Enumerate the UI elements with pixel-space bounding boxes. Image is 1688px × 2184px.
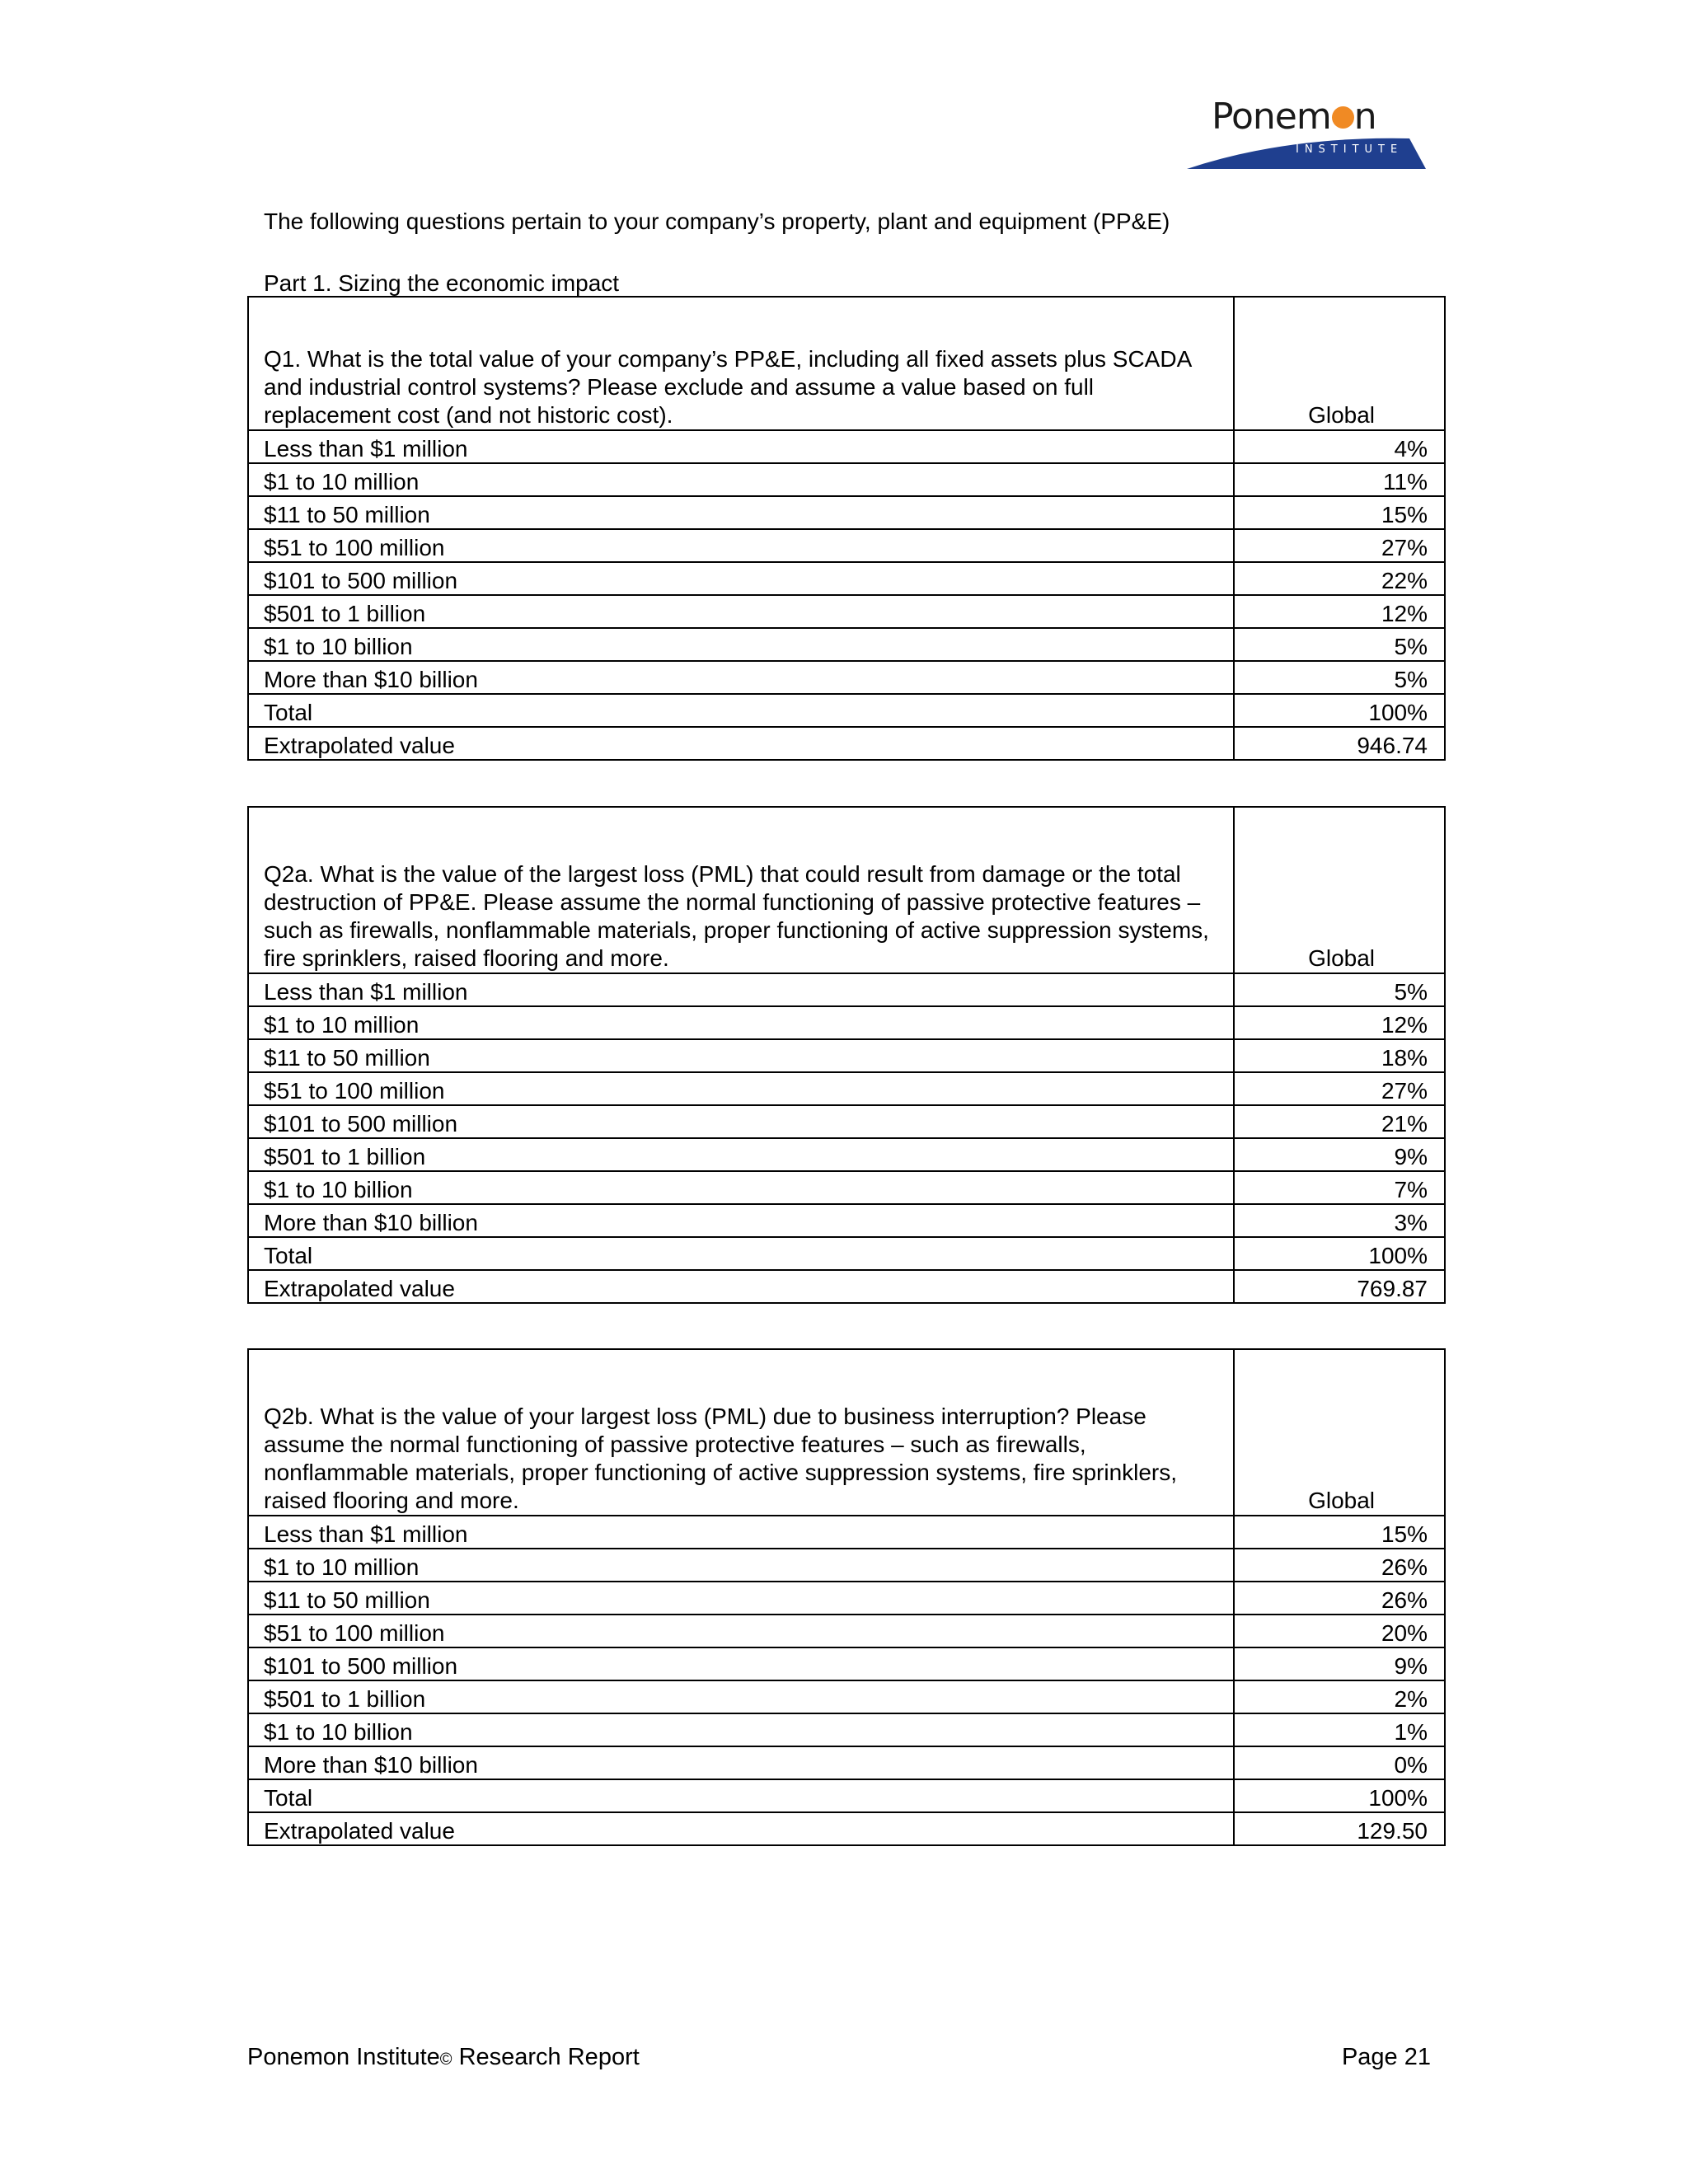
row-label: $1 to 10 million — [248, 463, 1234, 496]
table-row — [248, 1615, 1445, 1647]
row-value: 9% — [1234, 1138, 1445, 1171]
column-header: Global — [1234, 807, 1445, 973]
row-label: $11 to 50 million — [248, 1582, 1234, 1615]
row-value: 21% — [1234, 1105, 1445, 1138]
row-value: 22% — [1234, 562, 1445, 595]
page-number: Page 21 — [1341, 2044, 1431, 2070]
row-value: 100% — [1234, 1237, 1445, 1270]
logo-name-start: Ponem — [1212, 96, 1331, 138]
question-text: Q1. What is the total value of your company’s PP&E, including all fixed assets plus SCADA and industrial control systems? Please exclude and assume a value based on full replacement cost (and not historic cost). — [248, 297, 1234, 430]
row-value: 18% — [1234, 1039, 1445, 1072]
row-value: 769.87 — [1234, 1270, 1445, 1303]
row-label: Total — [248, 1779, 1234, 1812]
row-value: 26% — [1234, 1582, 1445, 1615]
row-label: $501 to 1 billion — [248, 1138, 1234, 1171]
row-label: $51 to 100 million — [248, 529, 1234, 562]
row-value: 11% — [1234, 463, 1445, 496]
table-row — [248, 661, 1445, 694]
table-row-extrapolated — [248, 1270, 1445, 1303]
row-value: 5% — [1234, 661, 1445, 694]
row-value: 3% — [1234, 1204, 1445, 1237]
table-row — [248, 1105, 1445, 1138]
footer-report-name — [247, 2044, 640, 2071]
row-label: More than $10 billion — [248, 1204, 1234, 1237]
table-row — [248, 1516, 1445, 1549]
row-value: 7% — [1234, 1171, 1445, 1204]
row-label: Total — [248, 1237, 1234, 1270]
row-label: $101 to 500 million — [248, 562, 1234, 595]
row-label: $1 to 10 million — [248, 1549, 1234, 1582]
ponemon-logo — [1187, 91, 1434, 173]
row-value: 2% — [1234, 1680, 1445, 1713]
footer-report: Research Report — [452, 2044, 640, 2070]
row-value: 15% — [1234, 496, 1445, 529]
table-header-row — [248, 297, 1445, 430]
column-header: Global — [1234, 297, 1445, 430]
table-header-row — [248, 1349, 1445, 1516]
row-value: 100% — [1234, 694, 1445, 727]
table-row — [248, 463, 1445, 496]
row-label: $1 to 10 billion — [248, 628, 1234, 661]
table-row — [248, 1647, 1445, 1680]
table-row — [248, 1171, 1445, 1204]
table-row — [248, 529, 1445, 562]
table-row — [248, 1713, 1445, 1746]
row-label: $1 to 10 billion — [248, 1713, 1234, 1746]
footer-institute: Ponemon Institute — [247, 2044, 440, 2070]
logo-name-end: n — [1353, 96, 1376, 138]
table-row — [248, 595, 1445, 628]
row-label: $1 to 10 million — [248, 1006, 1234, 1039]
table-row-extrapolated — [248, 1812, 1445, 1845]
row-label: More than $10 billion — [248, 661, 1234, 694]
table-row — [248, 973, 1445, 1006]
table-row — [248, 1072, 1445, 1105]
row-value: 12% — [1234, 1006, 1445, 1039]
row-value: 4% — [1234, 430, 1445, 463]
table-row-total — [248, 1779, 1445, 1812]
row-label: $101 to 500 million — [248, 1647, 1234, 1680]
row-value: 20% — [1234, 1615, 1445, 1647]
table-row — [248, 496, 1445, 529]
row-value: 12% — [1234, 595, 1445, 628]
row-value: 946.74 — [1234, 727, 1445, 760]
table-row — [248, 628, 1445, 661]
row-value: 129.50 — [1234, 1812, 1445, 1845]
row-value: 1% — [1234, 1713, 1445, 1746]
table-row — [248, 1204, 1445, 1237]
table-row — [248, 1582, 1445, 1615]
table-row — [248, 1746, 1445, 1779]
row-label: $501 to 1 billion — [248, 1680, 1234, 1713]
question-table-q1 — [247, 296, 1446, 761]
row-value: 27% — [1234, 529, 1445, 562]
intro-text: The following questions pertain to your company’s property, plant and equipment (PP&E) — [264, 209, 1170, 234]
part-heading: Part 1. Sizing the economic impact — [264, 270, 620, 296]
row-label: $101 to 500 million — [248, 1105, 1234, 1138]
table-row — [248, 562, 1445, 595]
row-label: Less than $1 million — [248, 430, 1234, 463]
table-row — [248, 1549, 1445, 1582]
table-header-row — [248, 807, 1445, 973]
row-value: 100% — [1234, 1779, 1445, 1812]
row-label: Less than $1 million — [248, 973, 1234, 1006]
row-value: 9% — [1234, 1647, 1445, 1680]
table-row-total — [248, 1237, 1445, 1270]
row-label: Extrapolated value — [248, 1270, 1234, 1303]
footer-copyright: © — [439, 2050, 452, 2069]
row-value: 15% — [1234, 1516, 1445, 1549]
row-label: Extrapolated value — [248, 727, 1234, 760]
logo-subtitle: INSTITUTE — [1296, 143, 1404, 156]
column-header: Global — [1234, 1349, 1445, 1516]
row-label: $51 to 100 million — [248, 1072, 1234, 1105]
table-row — [248, 1138, 1445, 1171]
question-table-q2b — [247, 1348, 1446, 1846]
row-label: $11 to 50 million — [248, 1039, 1234, 1072]
row-label: $501 to 1 billion — [248, 595, 1234, 628]
table-row-total — [248, 694, 1445, 727]
row-label: $1 to 10 billion — [248, 1171, 1234, 1204]
row-value: 5% — [1234, 628, 1445, 661]
row-value: 0% — [1234, 1746, 1445, 1779]
row-value: 27% — [1234, 1072, 1445, 1105]
row-value: 26% — [1234, 1549, 1445, 1582]
table-row — [248, 1680, 1445, 1713]
table-row — [248, 1006, 1445, 1039]
row-value: 5% — [1234, 973, 1445, 1006]
question-text: Q2a. What is the value of the largest loss (PML) that could result from damage or the total destruction of PP&E. Please assume the normal functioning of passive protective features – such as firewalls, nonflammable materials, proper functioning of active suppression systems, fire sprinklers, raised flooring and more. — [248, 807, 1234, 973]
row-label: $11 to 50 million — [248, 496, 1234, 529]
row-label: Total — [248, 694, 1234, 727]
table-row — [248, 430, 1445, 463]
row-label: More than $10 billion — [248, 1746, 1234, 1779]
question-table-q2a — [247, 806, 1446, 1304]
row-label: $51 to 100 million — [248, 1615, 1234, 1647]
table-row — [248, 1039, 1445, 1072]
question-text: Q2b. What is the value of your largest loss (PML) due to business interruption? Please assume the normal functioning of passive protective features – such as firewalls, nonflammable materials, proper functioning of active suppression systems, fire sprinklers, raised flooring and more. — [248, 1349, 1234, 1516]
row-label: Less than $1 million — [248, 1516, 1234, 1549]
row-label: Extrapolated value — [248, 1812, 1234, 1845]
table-row-extrapolated — [248, 727, 1445, 760]
